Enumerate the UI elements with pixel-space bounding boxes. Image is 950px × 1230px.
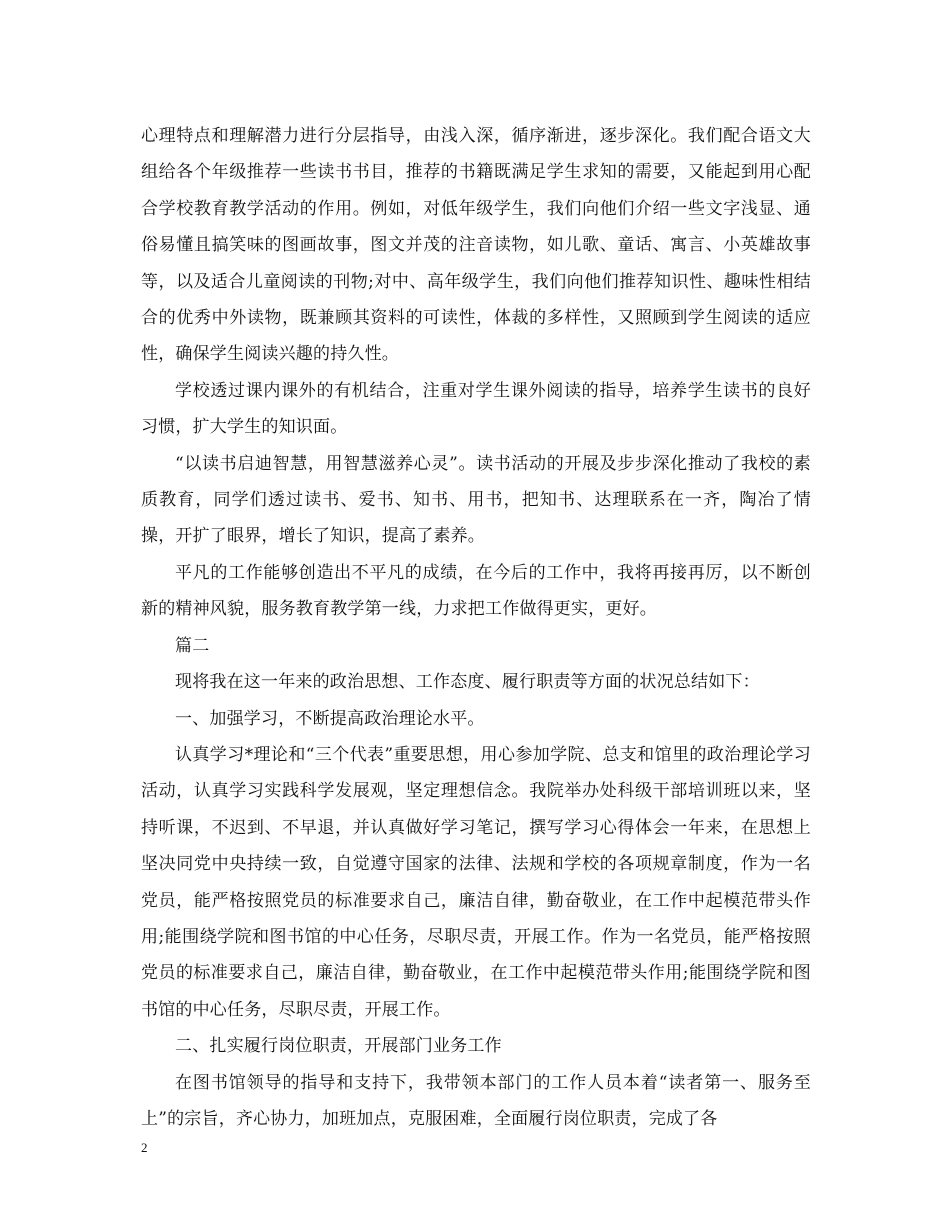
paragraph-future-work: 平凡的工作能够创造出不平凡的成绩，在今后的工作中，我将再接再厉，以不断创新的精神风貌，服务教育教学第一线，力求把工作做得更实，更好。 [141,562,811,620]
paragraph-extracurricular-reading: 学校透过课内课外的有机结合，注重对学生课外阅读的指导，培养学生读书的良好习惯，扩大学生的知识面。 [141,380,811,438]
heading-fulfill-duties: 二、扎实履行岗位职责，开展部门业务工作 [175,1036,502,1057]
paragraph-library-work: 在图书馆领导的指导和支持下，我带领本部门的工作人员本着“读者第一、服务至上”的宗旨，齐心协力，加班加点，克服困难，全面履行岗位职责，完成了各 [141,1072,811,1129]
paragraph-political-study: 认真学习*理论和“三个代表”重要思想，用心参加学院、总支和馆里的政治理论学习活动，认真学习实践科学发展观，坚定理想信念。我院举办处科级干部培训班以来，坚持听课，不迟到、不早退，并认真做好学习笔记，撰写学习心得体会一年来，在思想上坚决同党中央持续一致，自觉遵守国家的法律、法规和学校的各项规章制度，作为一名党员，能严格按照党员的标准要求自己，廉洁自律，勤奋敬业，在工作中起模范带头作用;能围绕学院和图书馆的中心任务，尽职尽责，开展工作。作为一名党员，能严格按照党员的标准要求自己，廉洁自律，勤奋敬业，在工作中起模范带头作用;能围绕学院和图书馆的中心任务，尽职尽责，开展工作。 [141,744,811,1020]
paragraph-summary-intro: 现将我在这一年来的政治思想、工作态度、履行职责等方面的状况总结如下： [175,672,760,693]
page-number: 2 [141,1140,148,1155]
document-body [141,118,811,1137]
heading-strengthen-study: 一、加强学习，不断提高政治理论水平。 [175,708,485,729]
section-heading-part-two: 篇二 [175,635,210,656]
paragraph-reading-guidance: 心理特点和理解潜力进行分层指导，由浅入深，循序渐进，逐步深化。我们配合语文大组给各个年级推荐一些读书书目，推荐的书籍既满足学生求知的需要，又能起到用心配合学校教育教学活动的作用。例如，对低年级学生，我们向他们介绍一些文字浅显、通俗易懂且搞笑味的图画故事，图文并茂的注音读物，如儿歌、童话、寓言、小英雄故事等，以及适合儿童阅读的刊物;对中、高年级学生，我们向他们推荐知识性、趣味性相结合的优秀中外读物，既兼顾其资料的可读性，体裁的多样性，又照顾到学生阅读的适应性，确保学生阅读兴趣的持久性。 [141,126,811,365]
paragraph-reading-wisdom: “以读书启迪智慧，用智慧滋养心灵”。读书活动的开展及步步深化推动了我校的素质教育，同学们透过读书、爱书、知书、用书，把知书、达理联系在一齐，陶冶了情操，开扩了眼界，增长了知识，提高了素养。 [141,453,811,547]
